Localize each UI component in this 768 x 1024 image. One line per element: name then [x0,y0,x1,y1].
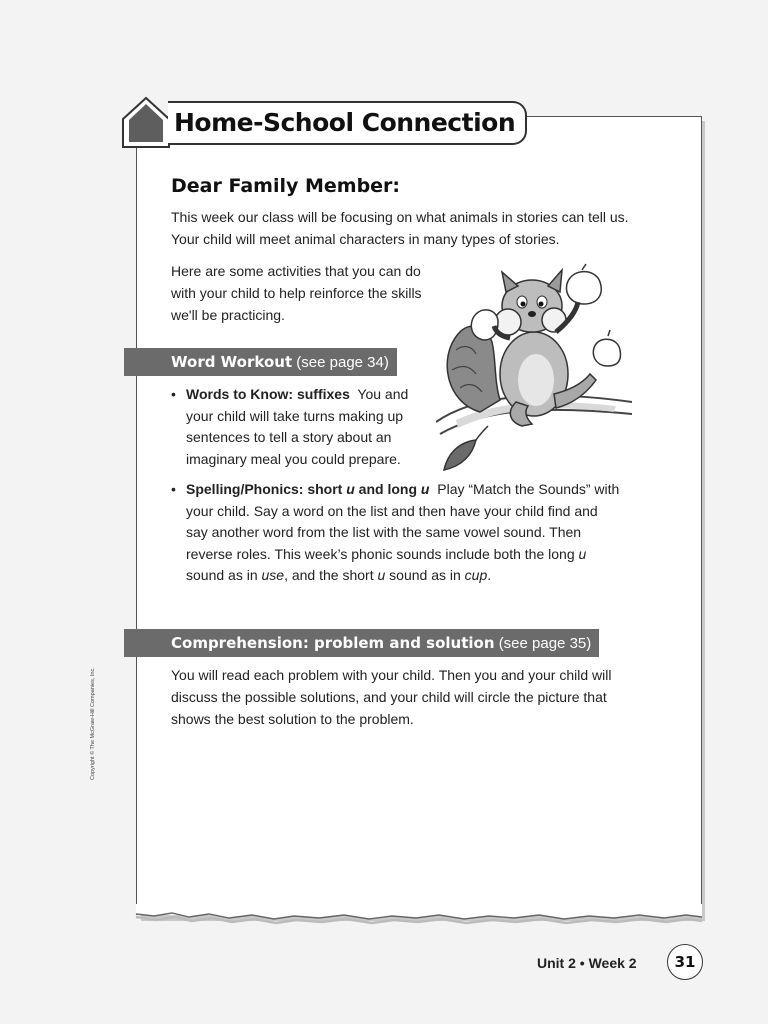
item-label: Words to Know: suffixes [186,386,350,402]
item-text: cup [464,567,488,583]
intro-paragraph-2: Here are some activities that you can do with your child to help reinforce the skills we'll be practicing. [171,263,422,323]
list-item [171,384,431,470]
torn-paper-edge [134,904,704,926]
house-icon [120,95,172,149]
item-text: u [377,567,386,583]
item-text: . [487,567,492,583]
footer-unit-week: Unit 2 • Week 2 [537,955,637,971]
comprehension-paragraph: You will read each problem with your child. Then you and your child will discuss the possible solutions, and your child will circle the picture that shows the best solution to the problem. [171,667,612,727]
copyright-notice: Copyright © The McGraw-Hill Companies, Inc. [90,667,96,780]
section-title: Comprehension: problem and solution [171,634,495,652]
section-banner-word-workout [124,348,397,376]
squirrel-illustration [436,262,632,476]
item-text: use [261,567,285,583]
page-title: Home-School Connection [168,101,527,145]
section-page-ref: (see page 34) [296,354,389,371]
section-title: Word Workout [171,353,293,371]
label-part: Spelling/Phonics: short [186,481,347,497]
label-part: u [346,481,355,497]
phonics-list [171,479,621,587]
item-text: sound as in [186,567,262,583]
label-part: u [420,481,430,497]
list-item [171,479,621,587]
item-text: , and the short [284,567,378,583]
section-banner-comprehension [124,629,599,657]
word-workout-list [171,384,431,470]
label-part: and long [354,481,421,497]
item-text: You and your child will take turns making up sentences to tell a story about an imaginary meal you could prepare. [186,386,409,467]
section-page-ref: (see page 35) [498,635,592,652]
item-text: Play “Match the Sounds” with your child. Say a word on the list and then have your child find and say another word from the list with the same vowel sound. Then reverse roles. This week’s phonic sounds include both the long [186,481,620,562]
greeting-heading: Dear Family Member: [171,175,401,197]
intro-paragraph-1: This week our class will be focusing on what animals in stories can tell us. Your child will meet animal characters in many types of stories. [171,209,629,247]
page-number: 31 [667,944,703,980]
item-label [186,481,429,497]
item-text: sound as in [385,567,465,583]
item-text: u [578,545,587,562]
